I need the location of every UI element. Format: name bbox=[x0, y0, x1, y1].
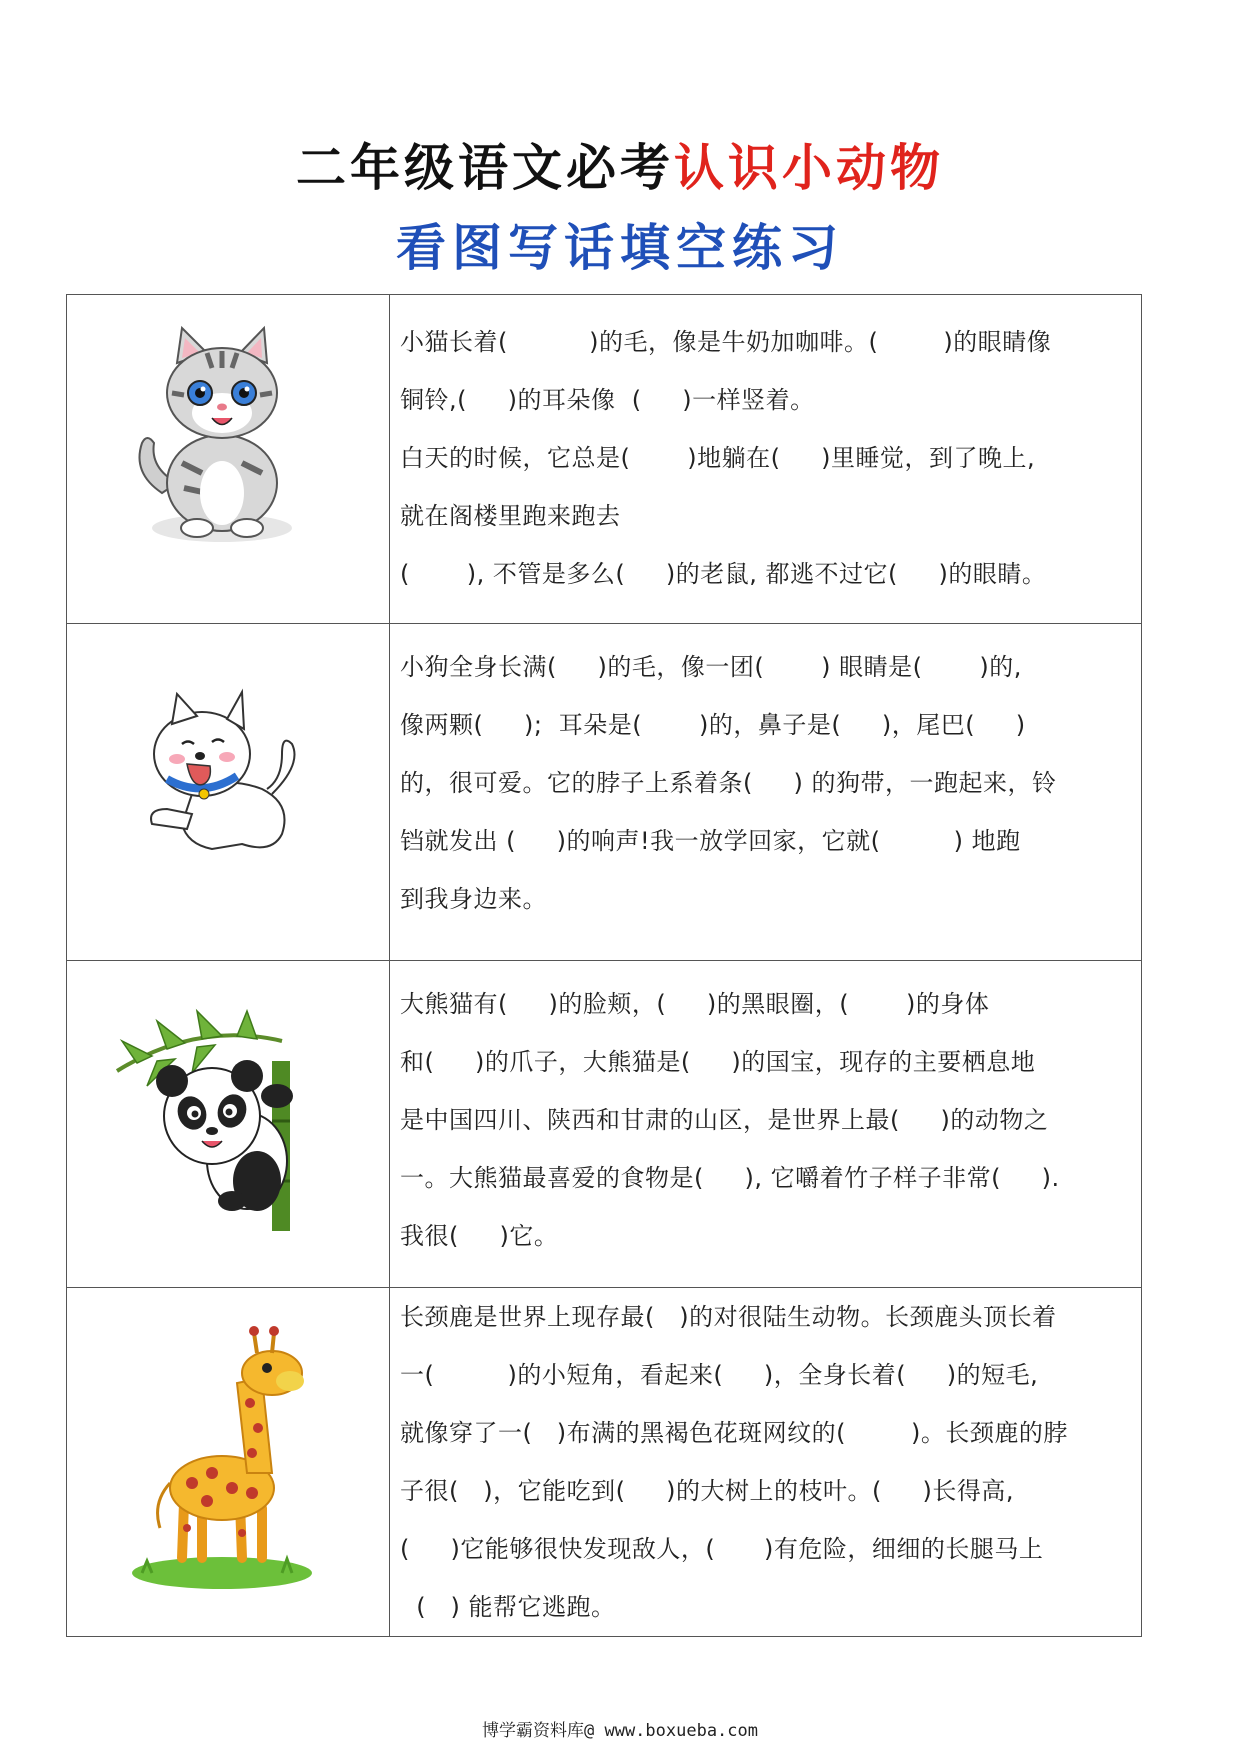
footer-watermark: 博学霸资料库@ www.boxueba.com bbox=[482, 1721, 758, 1741]
table-row bbox=[67, 961, 1142, 1288]
text-line: 小狗全身长满( )的毛，像一团( ) 眼睛是( )的, bbox=[400, 653, 1022, 681]
panda-picture-cell bbox=[67, 961, 390, 1288]
giraffe-picture-cell bbox=[67, 1288, 390, 1637]
text-line: 就在阁楼里跑来跑去 bbox=[400, 502, 621, 530]
text-line: 到我身边来。 bbox=[400, 885, 547, 913]
title-part-red: 认识小动物 bbox=[674, 139, 944, 197]
dog-text-cell bbox=[390, 624, 1142, 961]
text-line: 一。大熊猫最喜爱的食物是( ), 它嚼着竹子样子非常( ). bbox=[400, 1164, 1060, 1192]
cat-illustration bbox=[122, 323, 322, 553]
text-line: ( ) 能帮它逃跑。 bbox=[400, 1593, 616, 1621]
text-line: 和( )的爪子，大熊猫是( )的国宝，现存的主要栖息地 bbox=[400, 1048, 1036, 1076]
dog-illustration bbox=[132, 684, 312, 864]
text-line: 白天的时候，它总是( )地躺在( )里睡觉，到了晚上, bbox=[400, 444, 1036, 472]
text-line: 子很( )，它能吃到( )的大树上的枝叶。( )长得高, bbox=[400, 1477, 1014, 1505]
text-line: 是中国四川、陕西和甘肃的山区，是世界上最( )的动物之 bbox=[400, 1106, 1049, 1134]
cat-picture-cell bbox=[67, 295, 390, 624]
text-line: 的，很可爱。它的脖子上系着条( ) 的狗带，一跑起来，铃 bbox=[400, 769, 1057, 797]
text-line: ( ), 不管是多么( )的老鼠, 都逃不过它( )的眼睛。 bbox=[400, 560, 1047, 588]
table-row bbox=[67, 295, 1142, 624]
text-line: 我很( )它。 bbox=[400, 1222, 559, 1250]
text-line: 长颈鹿是世界上现存最( )的对很陆生动物。长颈鹿头顶长着 bbox=[400, 1303, 1057, 1331]
page-title bbox=[0, 128, 1240, 200]
panda-text-cell bbox=[390, 961, 1142, 1288]
text-line: 一( )的小短角，看起来( )，全身长着( )的短毛, bbox=[400, 1361, 1039, 1389]
page-subtitle: 看图写话填空练习 bbox=[396, 219, 844, 277]
cat-text-cell bbox=[390, 295, 1142, 624]
panda-illustration bbox=[107, 1001, 327, 1231]
text-line: 大熊猫有( )的脸颊，( )的黑眼圈，( )的身体 bbox=[400, 990, 990, 1018]
text-line: 铛就发出 ( )的响声!我一放学回家，它就( ) 地跑 bbox=[400, 827, 1021, 855]
giraffe-text-cell bbox=[390, 1288, 1142, 1637]
text-line: ( )它能够很快发现敌人，( )有危险，细细的长腿马上 bbox=[400, 1535, 1044, 1563]
worksheet-table bbox=[66, 294, 1142, 1637]
text-line: 就像穿了一( )布满的黑褐色花斑网纹的( )。长颈鹿的脖 bbox=[400, 1419, 1068, 1447]
dog-picture-cell bbox=[67, 624, 390, 961]
giraffe-illustration bbox=[122, 1323, 322, 1593]
title-part-black: 二年级语文必考 bbox=[296, 139, 674, 197]
text-line: 像两颗( ); 耳朵是( )的，鼻子是( )，尾巴( ) bbox=[400, 711, 1026, 739]
table-row bbox=[67, 1288, 1142, 1637]
table-row bbox=[67, 624, 1142, 961]
text-line: 小猫长着( )的毛，像是牛奶加咖啡。( )的眼睛像 bbox=[400, 328, 1052, 356]
text-line: 铜铃,( )的耳朵像 ( )一样竖着。 bbox=[400, 386, 815, 414]
